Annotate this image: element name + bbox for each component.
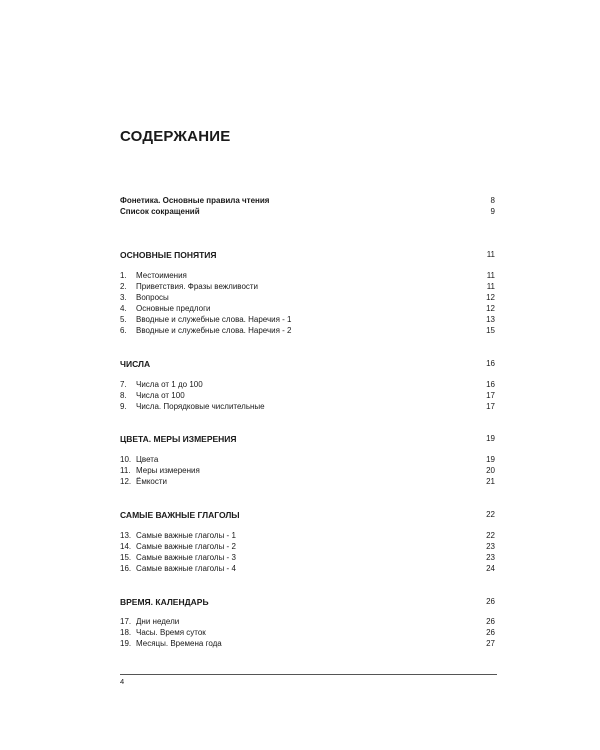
- toc-entry-page: 24: [486, 564, 495, 573]
- toc-entry-label: Числа. Порядковые числительные: [136, 402, 265, 411]
- footer-rule: [120, 674, 497, 675]
- toc-entry-page: 8: [490, 196, 495, 205]
- toc-entry-number: 12.: [120, 477, 132, 486]
- toc-entry-label: Самые важные глаголы - 2: [136, 542, 236, 551]
- toc-entry-page: 12: [486, 293, 495, 302]
- page-title: СОДЕРЖАНИЕ: [120, 128, 231, 145]
- toc-entry-number: 1.: [120, 271, 127, 280]
- toc-entry-label: Числа от 1 до 100: [136, 380, 203, 389]
- toc-entry-number: 18.: [120, 628, 132, 637]
- toc-entry: [120, 325, 495, 337]
- toc-entry: [120, 206, 495, 218]
- section-heading-label: ЦВЕТА. МЕРЫ ИЗМЕРЕНИЯ: [120, 434, 237, 444]
- toc-entry: [120, 638, 495, 650]
- page-number: 4: [120, 677, 125, 686]
- toc-entry: [120, 476, 495, 488]
- toc-entry-label: Приветствия. Фразы вежливости: [136, 282, 259, 291]
- section-heading-label: ОСНОВНЫЕ ПОНЯТИЯ: [120, 250, 217, 260]
- section-heading-page: 26: [486, 597, 495, 606]
- section-heading-label: САМЫЕ ВАЖНЫЕ ГЛАГОЛЫ: [120, 510, 240, 520]
- toc-entry-page: 11: [486, 271, 495, 280]
- toc-entry-page: 9: [490, 207, 495, 216]
- toc-entry-page: 12: [486, 304, 495, 313]
- toc-entry-number: 17.: [120, 617, 132, 626]
- toc-entry-label: Месяцы. Времена года: [136, 639, 222, 648]
- toc-entry-page: 13: [486, 315, 495, 324]
- toc-entry-number: 2.: [120, 282, 127, 291]
- section-heading-label: ВРЕМЯ. КАЛЕНДАРЬ: [120, 597, 209, 607]
- toc-entry-number: 15.: [120, 553, 132, 562]
- toc-entry-page: 23: [486, 542, 495, 551]
- toc-entry-label: Числа от 100: [136, 391, 185, 400]
- toc-entry-number: 16.: [120, 564, 132, 573]
- toc-entry-page: 17: [486, 391, 495, 400]
- toc-entry-number: 9.: [120, 402, 127, 411]
- toc-entry-number: 19.: [120, 639, 132, 648]
- toc-entry-label: Вводные и служебные слова. Наречия - 1: [136, 315, 292, 324]
- toc-section-heading: [120, 596, 495, 608]
- section-heading-page: 22: [486, 510, 495, 519]
- toc-entry-number: 3.: [120, 293, 127, 302]
- toc-entry-page: 22: [486, 531, 495, 540]
- toc-section-heading: [120, 249, 495, 261]
- toc-entry-label: Самые важные глаголы - 1: [136, 531, 236, 540]
- toc-entry-page: 11: [486, 282, 495, 291]
- toc-entry-label: Местоимения: [136, 271, 187, 280]
- toc-entry: [120, 401, 495, 413]
- toc-entry-number: 5.: [120, 315, 127, 324]
- toc-entry-label: Фонетика. Основные правила чтения: [120, 196, 270, 205]
- toc-section-heading: [120, 358, 495, 370]
- toc-entry-label: Часы. Время суток: [136, 628, 206, 637]
- toc-entry-number: 14.: [120, 542, 132, 551]
- toc-entry-page: 27: [486, 639, 495, 648]
- toc-entry-label: Вопросы: [136, 293, 169, 302]
- toc-entry-label: Дни недели: [136, 617, 180, 626]
- section-heading-page: 11: [486, 250, 495, 259]
- toc-entry-label: Цвета: [136, 455, 159, 464]
- toc-entry-number: 4.: [120, 304, 127, 313]
- toc-entry-page: 23: [486, 553, 495, 562]
- toc-section-heading: [120, 433, 495, 445]
- toc-entry-number: 11.: [120, 466, 131, 475]
- toc-entry-page: 20: [486, 466, 495, 475]
- toc-entry-number: 7.: [120, 380, 127, 389]
- section-heading-page: 19: [486, 434, 495, 443]
- toc-entry-page: 26: [486, 628, 495, 637]
- toc-entry-label: Основные предлоги: [136, 304, 211, 313]
- toc-entry-number: 13.: [120, 531, 132, 540]
- section-heading-page: 16: [486, 359, 495, 368]
- toc-entry-number: 6.: [120, 326, 127, 335]
- toc-entry: [120, 563, 495, 575]
- toc-entry-number: 8.: [120, 391, 127, 400]
- toc-section-heading: [120, 509, 495, 521]
- toc-entry-number: 10.: [120, 455, 132, 464]
- toc-entry-page: 26: [486, 617, 495, 626]
- toc-entry-page: 15: [486, 326, 495, 335]
- toc-entry-label: Меры измерения: [136, 466, 200, 475]
- toc-entry-label: Ёмкости: [136, 477, 168, 486]
- toc-entry-label: Самые важные глаголы - 3: [136, 553, 236, 562]
- toc-entry-page: 16: [486, 380, 495, 389]
- toc-entry-page: 19: [486, 455, 495, 464]
- toc-entry-page: 21: [486, 477, 495, 486]
- section-heading-label: ЧИСЛА: [120, 359, 151, 369]
- toc-entry-page: 17: [486, 402, 495, 411]
- toc-entry-label: Список сокращений: [120, 207, 200, 216]
- toc-entry-label: Самые важные глаголы - 4: [136, 564, 236, 573]
- toc-entry-label: Вводные и служебные слова. Наречия - 2: [136, 326, 292, 335]
